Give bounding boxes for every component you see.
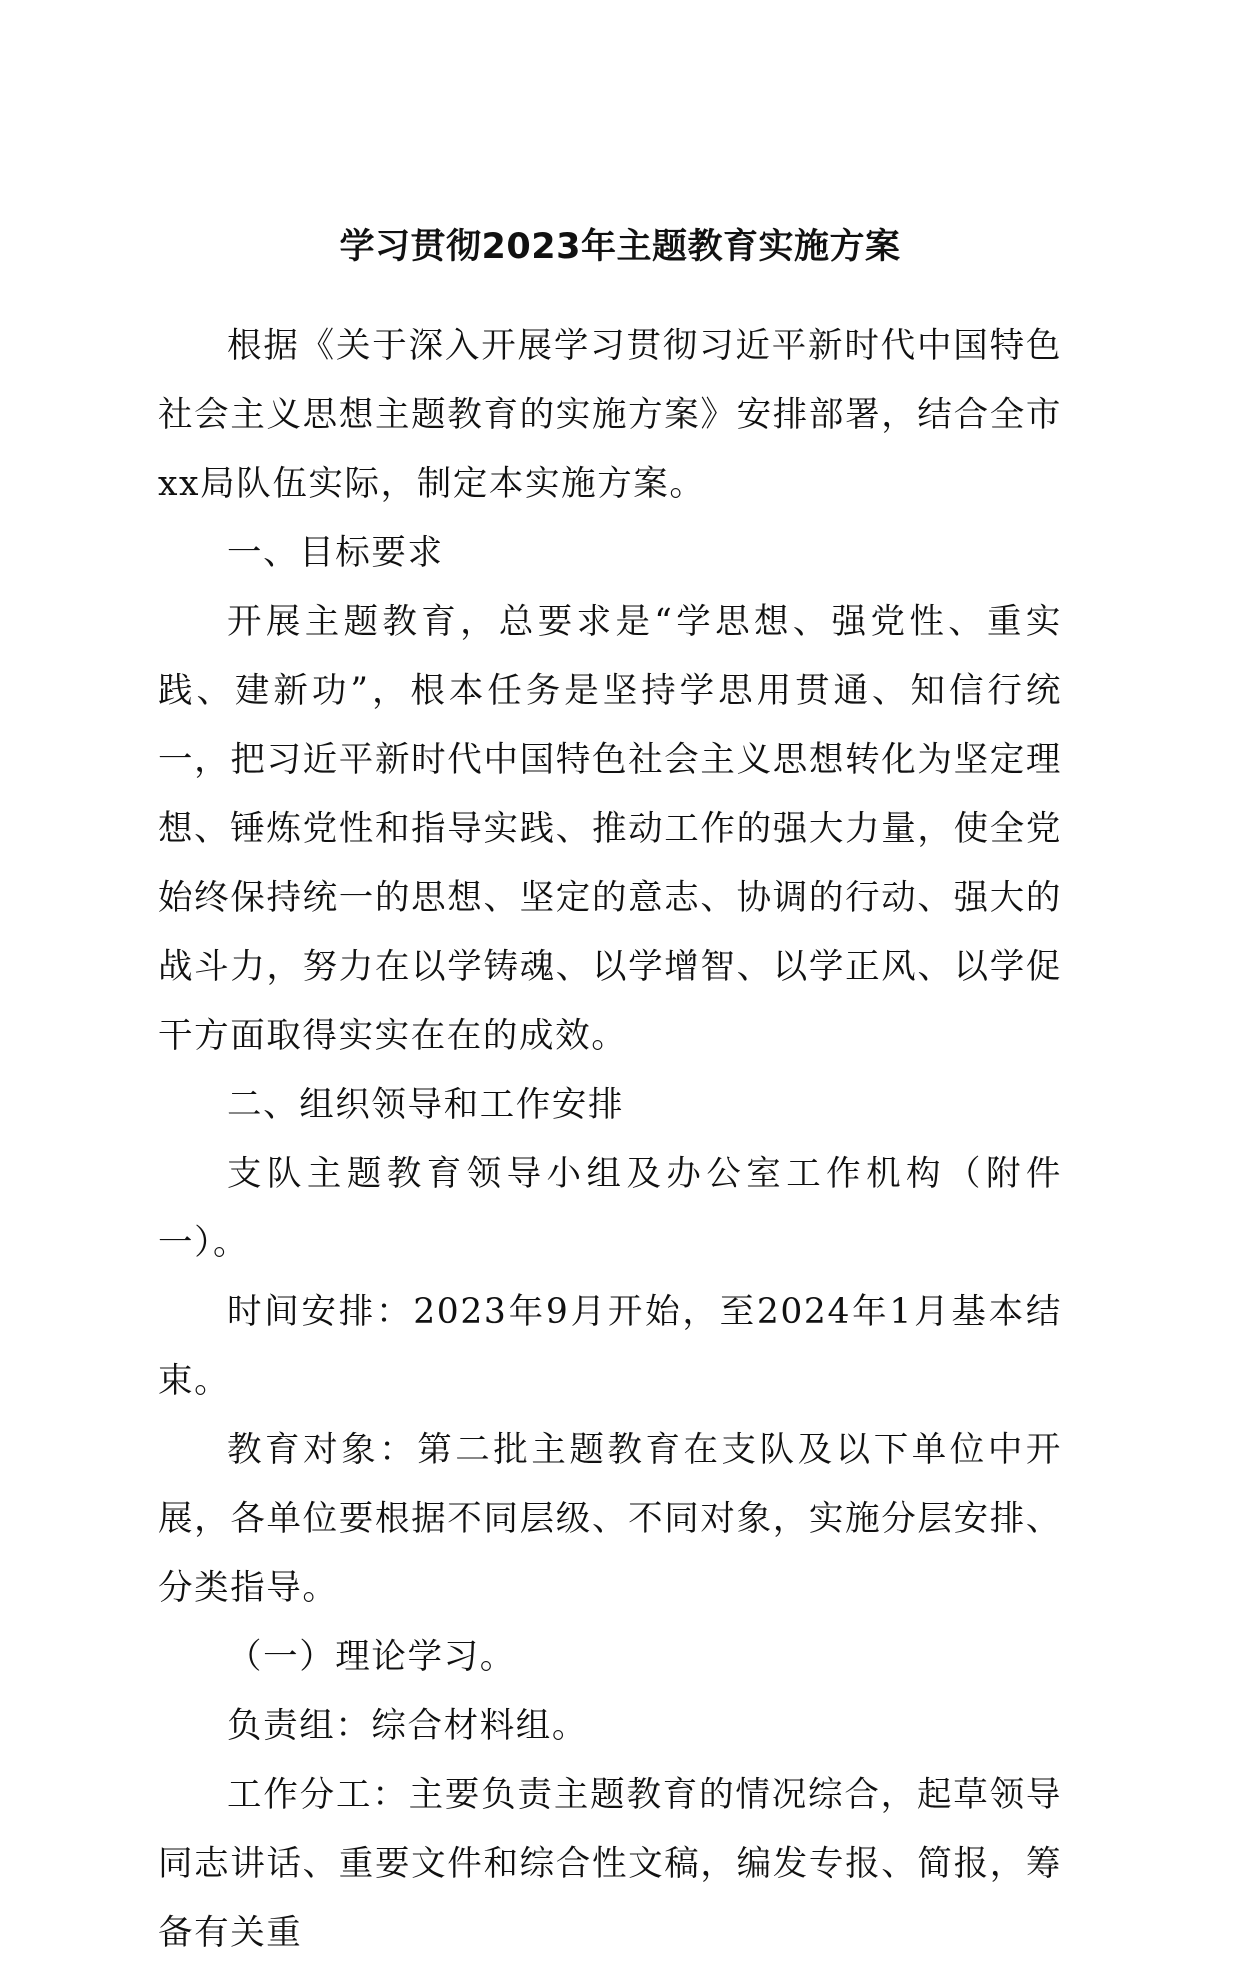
paragraph-division-of-work: 工作分工：主要负责主题教育的情况综合，起草领导同志讲话、重要文件和综合性文稿，编发专报、简报，筹备有关重: [158, 1775, 1062, 1953]
paragraph-intro: 根据《关于深入开展学习贯彻习近平新时代中国特色社会主义思想主题教育的实施方案》安排部署，结合全市xx局队伍实际，制定本实施方案。: [158, 326, 1062, 504]
document-title: 学习贯彻2023年主题教育实施方案: [339, 227, 901, 267]
paragraph-schedule: 时间安排：2023年9月开始，至2024年1月基本结束。: [158, 1292, 1062, 1401]
paragraph-leadership: 支队主题教育领导小组及办公室工作机构（附件一）。: [158, 1154, 1062, 1263]
document-body: [158, 312, 1062, 1968]
section-heading-goals: 一、目标要求: [227, 533, 444, 573]
paragraph-responsible-group: 负责组：综合材料组。: [227, 1706, 588, 1746]
paragraph-goals: 开展主题教育，总要求是“学思想、强党性、重实践、建新功”，根本任务是坚持学思用贯通、知信行统一，把习近平新时代中国特色社会主义思想转化为坚定理想、锤炼党性和指导实践、推动工作的强大力量，使全党始终保持统一的思想、坚定的意志、协调的行动、强大的战斗力，努力在以学铸魂、以学增智、以学正风、以学促干方面取得实实在在的成效。: [158, 602, 1062, 1056]
subsection-heading-theory-study: （一）理论学习。: [227, 1637, 516, 1677]
paragraph-audience: 教育对象：第二批主题教育在支队及以下单位中开展，各单位要根据不同层级、不同对象，实施分层安排、分类指导。: [158, 1430, 1062, 1608]
section-heading-organization: 二、组织领导和工作安排: [227, 1085, 625, 1125]
